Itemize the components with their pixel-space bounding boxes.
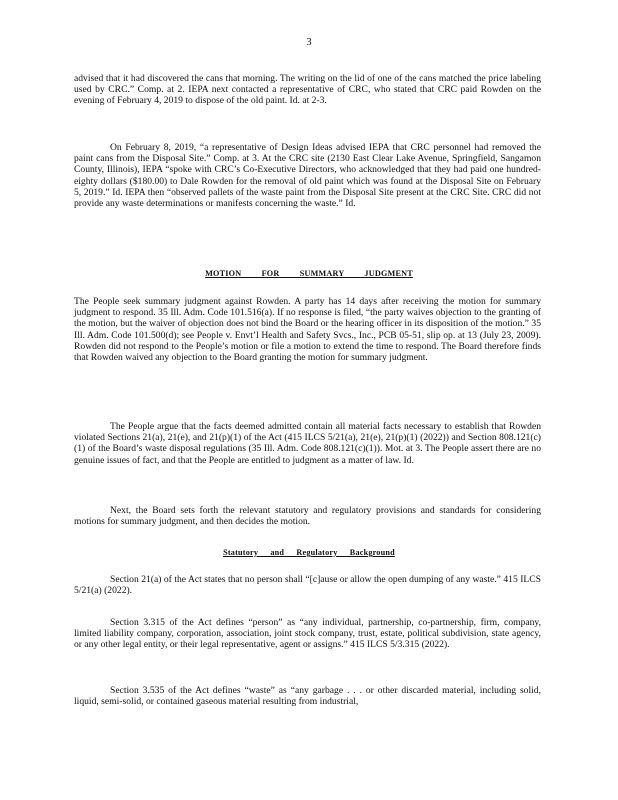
page-number: 3	[306, 37, 312, 48]
heading-motion-for-summary-judgment	[0, 269, 618, 278]
paragraph-section-3-535: Section 3.535 of the Act defines “waste” as “any garbage . . . or other discarded material, including solid, liquid, semi-solid, or contained gaseous material resulting from industrial,	[74, 685, 541, 708]
paragraph-section-3-315: Section 3.315 of the Act defines “person” as “any individual, partnership, co-partnership, firm, company, limited liability company, corporation, association, joint stock company, trust, estate, political subdivision, state agency, or any other legal entity, or their legal representative, agent or assigns.” 415 ILCS 5/3.315 (2022).	[74, 617, 541, 651]
paragraph-design-ideas: On February 8, 2019, “a representative of Design Ideas advised IEPA that CRC personnel had removed the paint cans from the Disposal Site.” Comp. at 3. At the CRC site (2130 East Clear Lake Avenue, Springfield, Sangamon County, Illinois), IEPA “spoke with CRC’s Co-Executive Directors, who acknowledged that they had paid one hundred-eighty dollars ($180.00) to Dale Rowden for the removal of old paint which was found at the Disposal Site on February 5, 2019.” Id. IEPA then “observed pallets of the waste paint from the Disposal Site present at the CRC Site. CRC did not provide any waste determinations or manifests concerning the waste.” Id.	[74, 142, 541, 210]
paragraph-people-argue: The People argue that the facts deemed admitted contain all material facts necessary to establish that Rowden violated Sections 21(a), 21(e), and 21(p)(1) of the Act (415 ILCS 5/21(a), 21(e), 21(p)(1) (2022)) and Section 808.121(c)(1) of the Board’s waste disposal regulations (35 Ill. Adm. Code 808.121(c)(1)). Mot. at 3. The People assert there are no genuine issues of fact, and that the People are entitled to judgment as a matter of law. Id.	[74, 421, 541, 466]
heading-motion-text: MOTION FOR SUMMARY JUDGMENT	[205, 269, 413, 278]
paragraph-cans-discovered: advised that it had discovered the cans that morning. The writing on the lid of one of the cans matched the price labeling used by CRC.” Comp. at 2. IEPA next contacted a representative of CRC, who stated that CRC paid Rowden on the evening of February 4, 2019 to dispose of the old paint. Id. at 2-3.	[74, 73, 541, 107]
heading-statutory-background	[0, 548, 618, 557]
paragraph-section-21a: Section 21(a) of the Act states that no person shall “[c]ause or allow the open dumping of any waste.” 415 ILCS 5/21(a) (2022).	[74, 574, 541, 597]
paragraph-summary-judgment-standard: The People seek summary judgment against Rowden. A party has 14 days after receiving the motion for summary judgment to respond. 35 Ill. Adm. Code 101.516(a). If no response is filed, “the party waives objection to the granting of the motion, but the waiver of objection does not bind the Board or the hearing officer in its disposition of the motion.” 35 Ill. Adm. Code 101.500(d); see People v. Envt’l Health and Safety Svcs., Inc., PCB 05-51, slip op. at 13 (July 23, 2009). Rowden did not respond to the People’s motion or file a motion to extend the time to respond. The Board therefore finds that Rowden waived any objection to the Board granting the motion for summary judgment.	[74, 296, 541, 364]
heading-statutory-text: Statutory and Regulatory Background	[223, 548, 395, 557]
paragraph-next-board: Next, the Board sets forth the relevant statutory and regulatory provisions and standards for considering motions for summary judgment, and then decides the motion.	[74, 505, 541, 528]
